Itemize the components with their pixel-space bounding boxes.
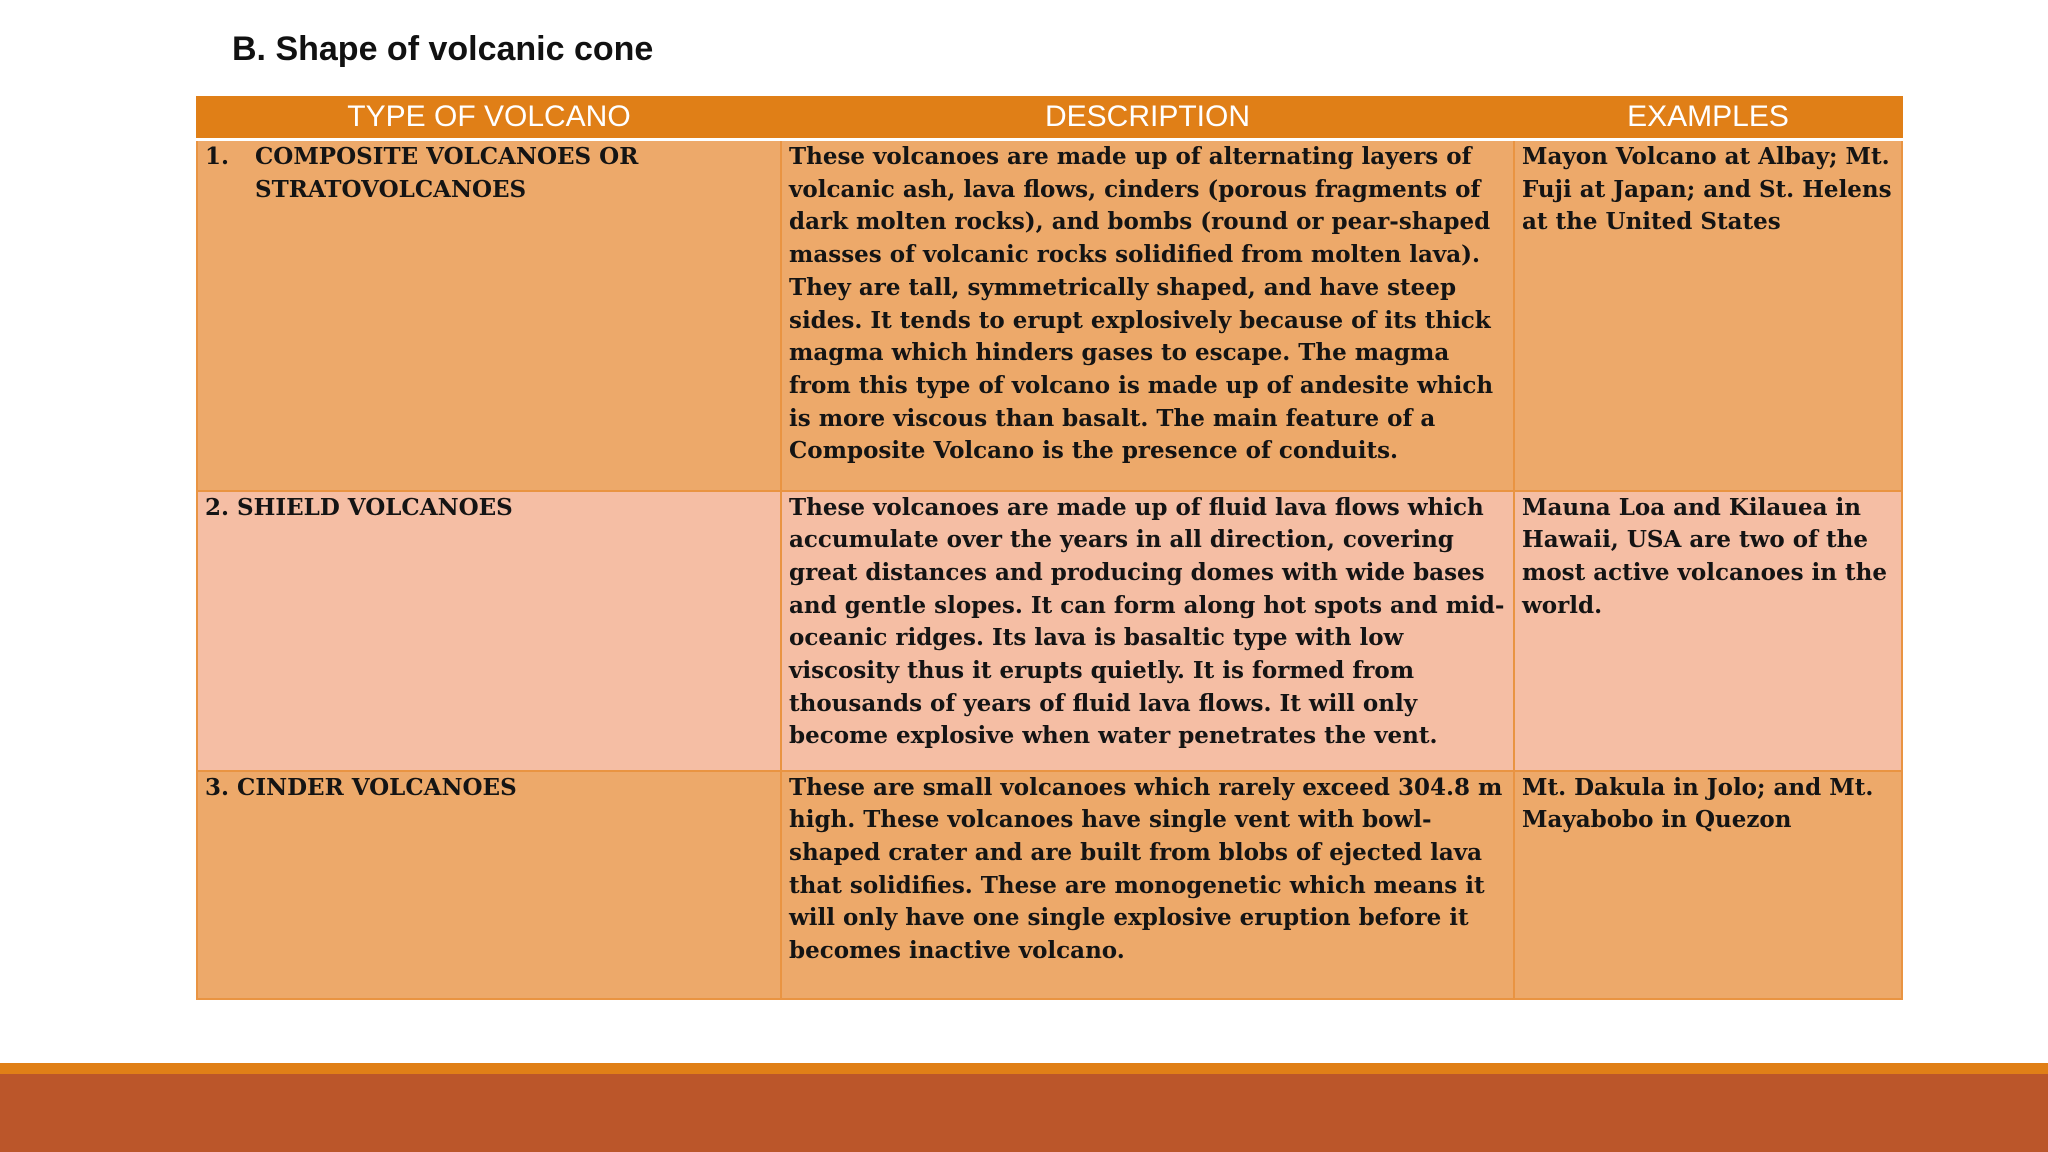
row-number: 1. [205,143,230,170]
cell-type: 3. CINDER VOLCANOES [197,771,781,999]
table-row-shield [197,491,1902,771]
header-description: DESCRIPTION [781,96,1514,140]
table-row-cinder [197,771,1902,999]
cell-examples: Mt. Dakula in Jolo; and Mt. Mayabobo in Quezon [1514,771,1902,999]
cell-examples: Mauna Loa and Kilauea in Hawaii, USA are two of the most active volcanoes in the world. [1514,491,1902,771]
table-header-row [197,96,1902,140]
slide-heading: B. Shape of volcanic cone [232,30,654,68]
cell-examples: Mayon Volcano at Albay; Mt. Fuji at Japan; and St. Helens at the United States [1514,140,1902,491]
volcano-type-name: COMPOSITE VOLCANOES OR STRATOVOLCANOES [255,143,639,203]
header-examples: EXAMPLES [1514,96,1902,140]
cell-description: These volcanoes are made up of alternating layers of volcanic ash, lava flows, cinders (porous fragments of dark molten rocks), and bombs (round or pear-shaped masses of volcanic rocks solidified from molten lava). They are tall, symmetrically shaped, and have steep sides. It tends to erupt explosively because of its thick magma which hinders gases to escape. The magma from this type of volcano is made up of andesite which is more viscous than basalt. The main feature of a Composite Volcano is the presence of conduits. [781,140,1514,491]
footer-bar [0,1074,2048,1152]
footer-stripe [0,1063,2048,1074]
cell-type [197,140,781,491]
table-row-composite [197,140,1902,491]
header-type-of-volcano: TYPE OF VOLCANO [197,96,781,140]
cell-description: These volcanoes are made up of fluid lava flows which accumulate over the years in all direction, covering great distances and producing domes with wide bases and gentle slopes. It can form along hot spots and mid-oceanic ridges. Its lava is basaltic type with low viscosity thus it erupts quietly. It is formed from thousands of years of fluid lava flows. It will only become explosive when water penetrates the vent. [781,491,1514,771]
volcano-table [196,96,1903,1000]
cell-type: 2. SHIELD VOLCANOES [197,491,781,771]
cell-description: These are small volcanoes which rarely exceed 304.8 m high. These volcanoes have single vent with bowl-shaped crater and are built from blobs of ejected lava that solidifies. These are monogenetic which means it will only have one single explosive eruption before it becomes inactive volcano. [781,771,1514,999]
